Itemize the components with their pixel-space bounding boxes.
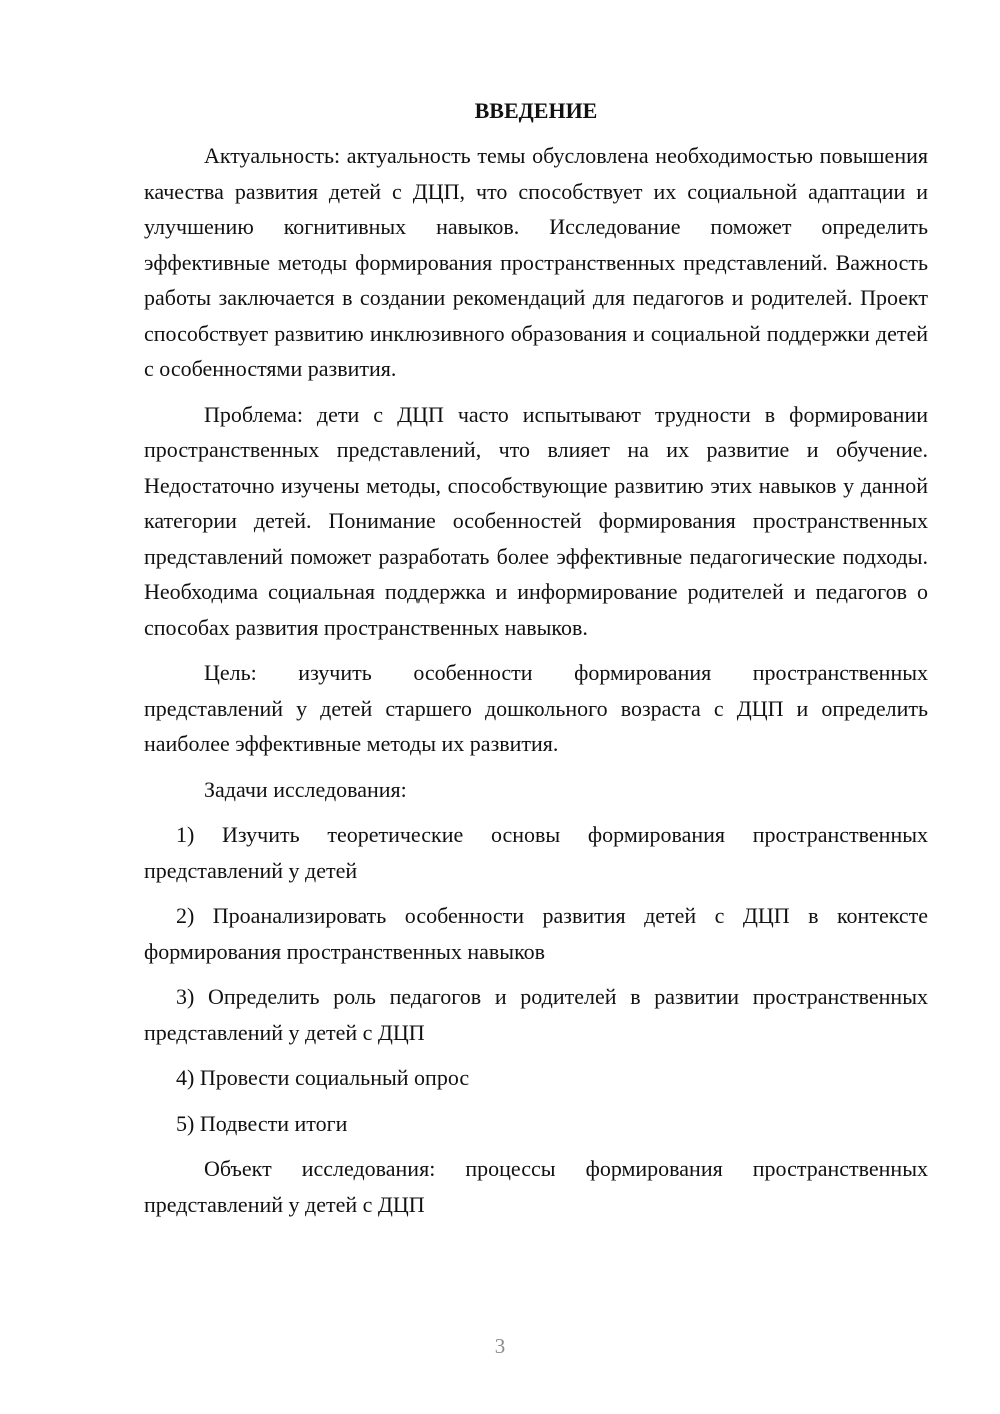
- page-number: 3: [494, 1334, 506, 1358]
- problem-paragraph: Проблема: дети с ДЦП часто испытывают трудности в формировании пространственных представлений, что влияет на их развитие и обучение. Недостаточно изучены методы, способствующие развитию этих навыков у данной категории детей. Понимание особенностей формирования пространственных представлений поможет разработать более эффективные педагогические подходы. Необходима социальная поддержка и информирование родителей и педагогов о способах развития пространственных навыков.: [144, 401, 928, 640]
- goal-paragraph: Цель: изучить особенности формирования пространственных представлений у детей старшего дошкольного возраста с ДЦП и определить наиболее эффективные методы их развития.: [144, 660, 928, 756]
- page-content: [144, 96, 928, 1232]
- task-item-4: 4) Провести социальный опрос: [176, 1065, 470, 1090]
- relevance-paragraph: Актуальность: актуальность темы обусловлена необходимостью повышения качества развития детей с ДЦП, что способствует их социальной адаптации и улучшению когнитивных навыков. Исследование поможет определить эффективные методы формирования пространственных представлений. Важность работы заключается в создании рекомендаций для педагогов и родителей. Проект способствует развитию инклюзивного образования и социальной поддержки детей с особенностями развития.: [144, 143, 928, 381]
- task-item-2: 2) Проанализировать особенности развития детей с ДЦП в контексте формирования пространственных навыков: [144, 903, 928, 964]
- task-item-3: 3) Определить роль педагогов и родителей в развитии пространственных представлений у детей с ДЦП: [144, 984, 928, 1045]
- tasks-title: Задачи исследования:: [204, 776, 407, 802]
- task-item-1: 1) Изучить теоретические основы формирования пространственных представлений у детей: [144, 822, 928, 883]
- object-paragraph: Объект исследования: процессы формирования пространственных представлений у детей с ДЦП: [144, 1156, 928, 1217]
- section-heading: ВВЕДЕНИЕ: [474, 98, 598, 123]
- task-item-5: 5) Подвести итоги: [176, 1110, 348, 1136]
